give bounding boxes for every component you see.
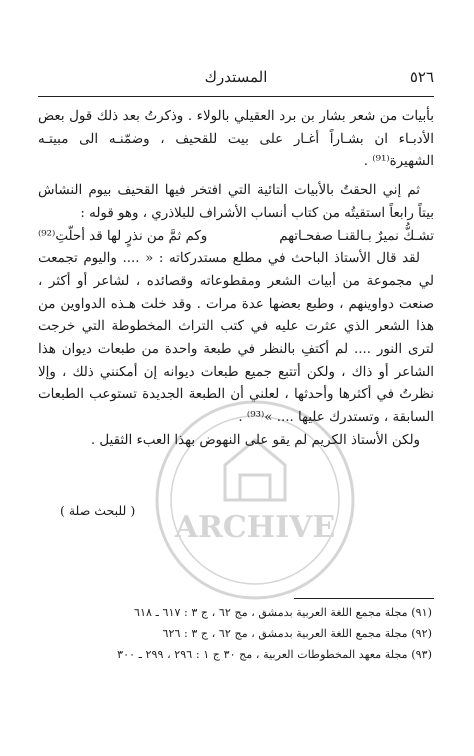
watermark-text: ARCHIVE (174, 510, 336, 545)
page-number: ٥٢٦ (409, 68, 434, 86)
paragraph-1: بأبيات من شعر بشار بن برد العقيلي بالولاء . وذكرتُ بعد ذلك قول بعض الأدبـاء ان بشـاراً أغـار على بيت للقحيف ، وضمّنـه الى مبيتـه الشهيرة⁽⁹¹⁾ . (38, 109, 434, 170)
footnote-92: (٩٢) مجلة مجمع اللغة العربية بدمشق ، مج ٦٢ ، ج ٣ : ٦٢٦ (162, 627, 432, 640)
paragraph-4: ولكن الأستاذ الكريم لم يقو على النهوض بهذا العبء الثقيل . (90, 432, 420, 448)
running-title: المستدرك (204, 68, 268, 86)
verse-hemistich-left: وكم ثمَّ من نذرٍ لها قد أحلّتِ⁽⁹²⁾ (38, 228, 208, 244)
verse-hemistich-right: تشـكُّ نميرٌ بـالقنـا صفحـاتهم (279, 228, 434, 244)
footnotes (38, 602, 432, 665)
poetry-verse (38, 226, 434, 249)
paragraph-2: ثم إني الحقتُ بالأبيات التائية التي افتخر فيها القحيف بيوم النشاش بيتاً رابعاً استقيتُه من كتاب أنساب الأشراف للبلاذري ، وهو قوله : (38, 183, 434, 221)
page-header (38, 68, 434, 92)
footnote-rule (294, 598, 434, 599)
header-rule (38, 96, 434, 97)
footnote-91: (٩١) مجلة مجمع اللغة العربية بدمشق ، مج ٦٢ ، ج ٣ : ٦١٧ ـ ٦١٨ (134, 606, 432, 619)
footnote-93: (٩٣) مجلة معهد المخطوطات العربية ، مج ٣٠ ج ١ : ٢٩٦ ، ٢٩٩ ـ ٣٠٠ (117, 648, 432, 661)
body-text (38, 106, 434, 453)
continued-note: ( للبحث صلة ) (60, 503, 136, 518)
paragraph-3: لقد قال الأستاذ الباحث في مطلع مستدركاته : « .... واليوم تجمعت لي مجموعة من أبيات الشعر ومقطوعاته وقصائده ، لشاعر أو أكثر ، صنعت دواوينهم ، وطبع بعضها عدة مرات . وقد خلت هـذه الدواوين من هذا الشعر الذي عثرت عليه في كتب التراث المخطوطة التي خرجت لترى النور .... لم أكتفِ بالنظر في طبعة واحدة من طبعات ديوان هذا الشاعر أو ذاك ، ولكن أتتبع جميع طبعات ديوانه إن أمكنني ذلك ، وإلا نظرتُ في أكثرها وأحدثها ، لعلني أن الطبعة الجديدة تستوعب الطبعات السابقة ، وتستدرك عليها .... »⁽⁹³⁾ . (38, 251, 434, 426)
